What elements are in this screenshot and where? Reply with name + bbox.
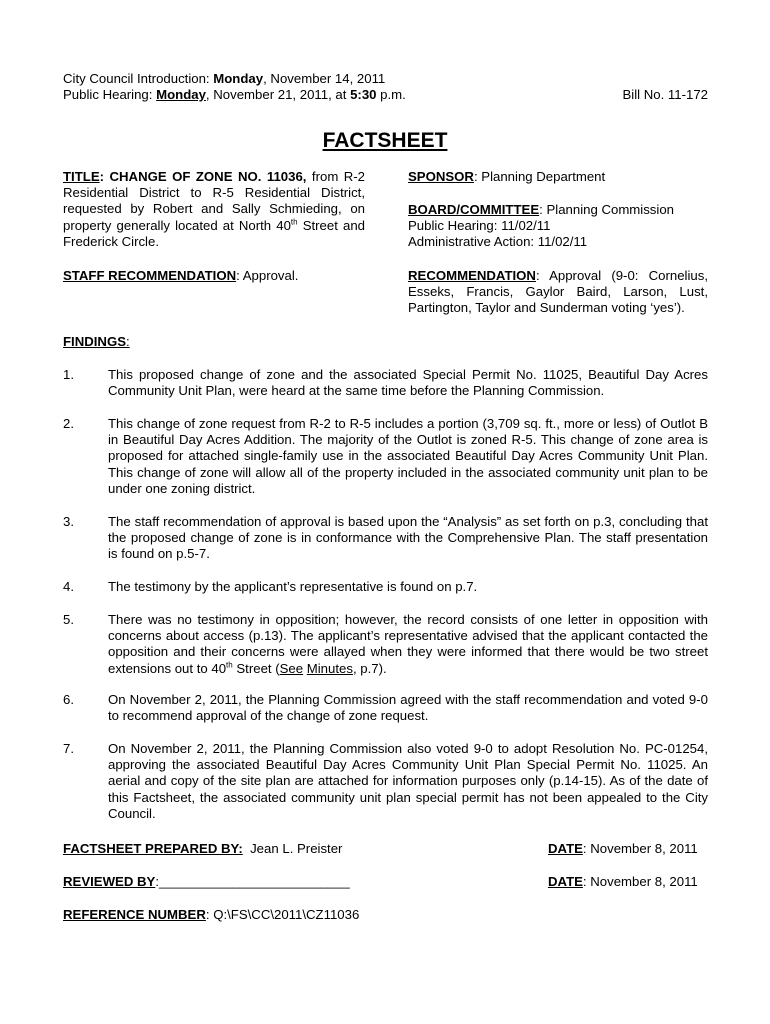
see-reference: See bbox=[279, 660, 304, 676]
findings-heading bbox=[63, 334, 130, 350]
finding-item bbox=[63, 612, 708, 677]
finding-text: The testimony by the applicant’s representative is found on p.7. bbox=[108, 579, 478, 594]
minutes-reference: Minutes bbox=[306, 660, 353, 676]
sponsor bbox=[408, 169, 708, 185]
finding-text-part: , p.7). bbox=[352, 660, 387, 676]
staff-recommendation-label: STAFF RECOMMENDATION bbox=[63, 268, 237, 283]
prepared-date bbox=[548, 841, 698, 857]
findings-heading-text: FINDINGS bbox=[63, 334, 127, 349]
date-value: : November 8, 2011 bbox=[582, 874, 698, 889]
prepared-by-label: FACTSHEET PREPARED BY: bbox=[63, 841, 243, 856]
date-value: : November 8, 2011 bbox=[582, 841, 698, 856]
title-label: TITLE bbox=[63, 169, 100, 184]
finding-number: 3. bbox=[63, 514, 74, 529]
finding-text-part: Street ( bbox=[232, 660, 280, 676]
hearing-ampm: p.m. bbox=[376, 87, 406, 103]
change-of-zone-title: CHANGE OF ZONE NO. 11036, bbox=[109, 169, 307, 184]
public-hearing-line bbox=[63, 87, 708, 103]
finding-text bbox=[108, 612, 708, 677]
finding-text: The staff recommendation of approval is based upon the “Analysis” as set forth on p.3, concluding that the proposed change of zone is in conformance with the Comprehensive Plan. The staff presentation is found on p.5-7. bbox=[108, 514, 708, 562]
staff-recommendation bbox=[63, 268, 365, 284]
reviewed-by-label: REVIEWED BY bbox=[63, 874, 156, 889]
title-colon: : bbox=[99, 169, 110, 184]
reference-number-row bbox=[63, 907, 708, 923]
recommendation-label: RECOMMENDATION bbox=[408, 268, 536, 283]
intro-date: , November 14, 2011 bbox=[263, 71, 386, 86]
finding-item bbox=[63, 692, 708, 724]
page-title: FACTSHEET bbox=[322, 129, 448, 152]
reference-number-value: : Q:\FS\CC\2011\CZ11036 bbox=[205, 907, 360, 922]
finding-item bbox=[63, 514, 708, 563]
finding-number: 2. bbox=[63, 416, 74, 431]
board-committee bbox=[408, 202, 708, 251]
recommendation bbox=[408, 268, 708, 317]
finding-text-part: There was no testimony in opposition; however, the record consists of one letter in opposition with concerns about access (p.13). The applicant’s representative advised that the applicant contacted the opposition and their concerns were allayed when they were informed that there would be two street extensions out to 40 bbox=[108, 612, 708, 676]
finding-text: On November 2, 2011, the Planning Commission agreed with the staff recommendation and voted 9-0 to recommend approval of the change of zone request. bbox=[108, 692, 708, 724]
intro-day: Monday bbox=[213, 71, 264, 86]
staff-recommendation-value: : Approval. bbox=[236, 268, 299, 283]
reviewed-by-signature-line: :__________________________ bbox=[155, 874, 350, 889]
finding-number: 7. bbox=[63, 741, 74, 756]
finding-text: This proposed change of zone and the associated Special Permit No. 11025, Beautiful Day Acres Community Unit Plan, were heard at the same time before the Planning Commission. bbox=[108, 367, 708, 399]
sponsor-value: : Planning Department bbox=[473, 169, 606, 184]
reference-number-label: REFERENCE NUMBER bbox=[63, 907, 206, 922]
reviewed-date bbox=[548, 874, 698, 890]
administrative-action-date: Administrative Action: 11/02/11 bbox=[408, 234, 588, 250]
prepared-by-row bbox=[63, 841, 708, 857]
finding-number: 5. bbox=[63, 612, 74, 627]
finding-text: This change of zone request from R-2 to R-5 includes a portion (3,709 sq. ft., more or less) of Outlot B in Beautiful Day Acres Addition. The majority of the Outlot is zoned R-5. This change of zone area is proposed for attached single-family use in the associated Beautiful Day Acres Community Unit Plan. This change of zone will allow all of the property included in the associated community unit plan to be under one zoning district. bbox=[108, 416, 708, 496]
reviewed-by-row bbox=[63, 874, 708, 890]
intro-label: City Council Introduction: bbox=[63, 71, 214, 86]
council-introduction-line bbox=[63, 71, 708, 87]
hearing-date: , November 21, 2011, at bbox=[205, 87, 351, 103]
board-committee-value: : Planning Commission bbox=[539, 202, 675, 217]
hearing-day: Monday bbox=[156, 87, 206, 103]
finding-item bbox=[63, 416, 708, 497]
finding-number: 1. bbox=[63, 367, 74, 382]
bill-number: Bill No. 11-172 bbox=[622, 87, 708, 102]
finding-item bbox=[63, 741, 708, 822]
prepared-by-name: Jean L. Preister bbox=[242, 841, 343, 856]
date-label: DATE bbox=[548, 841, 583, 856]
finding-item bbox=[63, 367, 708, 399]
sponsor-label: SPONSOR bbox=[408, 169, 474, 184]
finding-item bbox=[63, 579, 708, 595]
hearing-time: 5:30 bbox=[350, 87, 377, 103]
finding-text: On November 2, 2011, the Planning Commission also voted 9-0 to adopt Resolution No. PC-01254, approving the associated Beautiful Day Acres Community Unit Plan Special Permit No. 11025. An aerial and copy of the site plan are attached for information purposes only (p.14-15). As of the date of this Factsheet, the associated community unit plan special permit has not been appealed to the City Council. bbox=[108, 741, 708, 821]
date-label: DATE bbox=[548, 874, 583, 889]
recommendation-value: : Approval (9-0: Cornelius, Esseks, Francis, Gaylor Baird, Larson, Lust, Partington, Taylor and Sunderman voting ‘yes’). bbox=[408, 268, 708, 316]
document-header bbox=[63, 71, 708, 103]
finding-number: 6. bbox=[63, 692, 74, 707]
ordinal-suffix: th bbox=[290, 217, 298, 227]
title-description-end: Street and Frederick Circle. bbox=[63, 217, 366, 249]
hearing-label: Public Hearing: bbox=[63, 87, 157, 103]
board-committee-label: BOARD/COMMITTEE bbox=[408, 202, 540, 217]
ordinal-suffix: th bbox=[226, 660, 233, 670]
title-description: from R-2 Residential District to R-5 Residential District, requested by Robert and Sally Schmieding, on property generally located at North 40 bbox=[63, 169, 366, 233]
public-hearing-date: Public Hearing: 11/02/11 bbox=[408, 218, 551, 234]
findings-colon: : bbox=[126, 334, 130, 349]
finding-number: 4. bbox=[63, 579, 74, 594]
title-block bbox=[63, 169, 365, 250]
